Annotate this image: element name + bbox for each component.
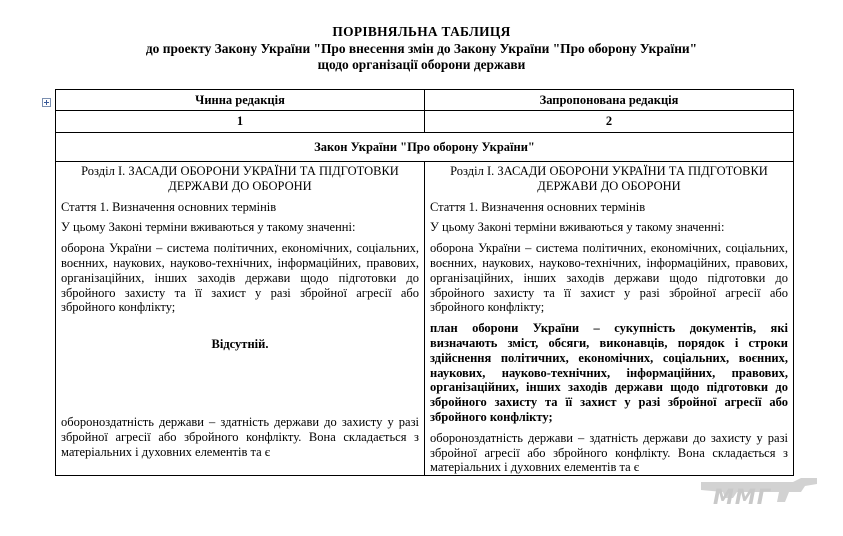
right-plan-definition: план оборони України – сукупність документів, які визначають зміст, обсяги, виконавців, порядок і строки здійснення політичних, економічних, соціальних, воєнних, наукових, науково-технічних, інформаційних, правових, організаційних, інших заходів держави щодо підготовки до збройного захисту та її захист у разі збройної агресії або збройного конфлікту; (430, 321, 788, 424)
column-number-2: 2 (425, 111, 794, 133)
comparison-table (55, 89, 794, 476)
header-proposed-version: Запропонована редакція (425, 90, 794, 111)
right-defense-definition: оборона України – система політичних, економічних, соціальних, воєнних, наукових, науково-технічних, інформаційних, правових, організаційних, інших заходів держави щодо підготовки до збройного захисту та її захист у разі збройної агресії або збройного конфлікту; (430, 241, 788, 315)
left-article-heading: Стаття 1. Визначення основних термінів (61, 199, 277, 214)
right-capability-definition: обороноздатність держави – здатність держави до захисту у разі збройної агресії або збройного конфлікту. Вона складається з матеріальних і духовних елементів та є (430, 430, 788, 475)
document-subtitle-line1: до проекту Закону України "Про внесення змін до Закону України "Про оборону України" (145, 40, 698, 56)
left-capability-definition: обороноздатність держави – здатність держави до захисту у разі збройної агресії або збройного конфлікту. Вона складається з матеріальних і духовних елементів та є (61, 415, 419, 459)
document-subtitle-line2: щодо організації оборони держави (317, 57, 526, 72)
left-absent-label: Відсутній. (211, 337, 269, 352)
table-number-row (56, 111, 794, 133)
column-number-1: 1 (56, 111, 425, 133)
right-article-heading: Стаття 1. Визначення основних термінів (430, 199, 646, 214)
left-intro-text: У цьому Законі терміни вживаються у такому значенні: (61, 220, 356, 235)
site-watermark (697, 468, 821, 514)
current-version-cell (56, 162, 425, 476)
document-title-block (0, 24, 843, 74)
watermark-text: ММГ (713, 485, 772, 509)
table-move-handle-icon[interactable] (42, 98, 51, 107)
right-intro-text: У цьому Законі терміни вживаються у такому значенні: (430, 220, 725, 235)
table-row (56, 162, 794, 476)
table-header-row (56, 90, 794, 111)
law-title: Закон України "Про оборону України" (56, 133, 794, 162)
right-section-heading: Розділ I. ЗАСАДИ ОБОРОНИ УКРАЇНИ ТА ПІДГОТОВКИ ДЕРЖАВИ ДО ОБОРОНИ (450, 164, 768, 193)
law-title-row (56, 133, 794, 162)
left-section-heading: Розділ I. ЗАСАДИ ОБОРОНИ УКРАЇНИ ТА ПІДГОТОВКИ ДЕРЖАВИ ДО ОБОРОНИ (81, 164, 399, 193)
proposed-version-cell (425, 162, 794, 476)
document-title: ПОРІВНЯЛЬНА ТАБЛИЦЯ (332, 24, 511, 39)
header-current-version: Чинна редакція (56, 90, 425, 111)
left-defense-definition: оборона України – система політичних, економічних, соціальних, воєнних, наукових, науково-технічних, інформаційних, правових, організаційних, інших заходів держави щодо підготовки до збройного захисту та її захист у разі збройної агресії або збройного конфлікту; (61, 241, 419, 315)
